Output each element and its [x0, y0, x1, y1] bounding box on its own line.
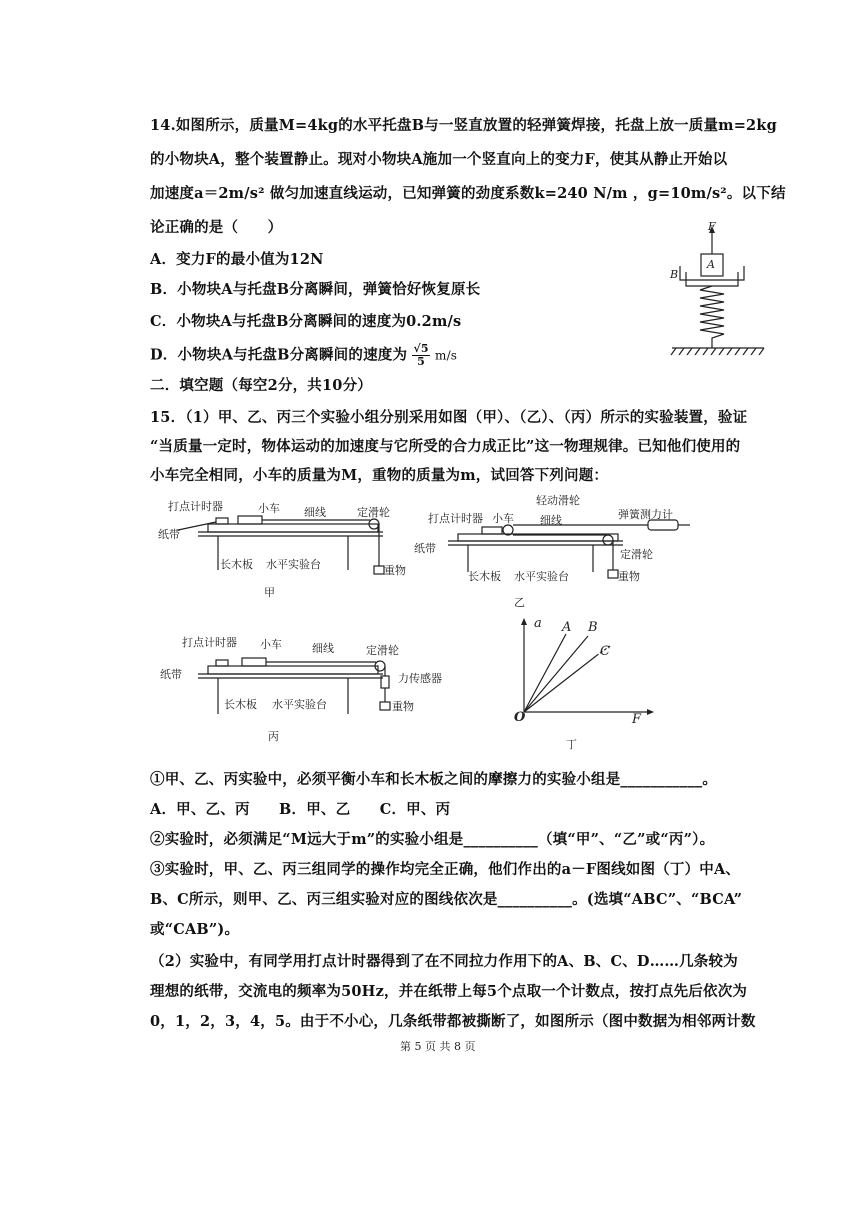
q15-line-3: 小车完全相同，小车的质量为M，重物的质量为m，试回答下列问题： — [150, 467, 609, 484]
bing-tape-label: 纸带 — [160, 668, 182, 681]
q14-option-c: C．小物块A与托盘B分离瞬间的速度为0.2m/s — [150, 313, 462, 330]
graph-origin-label: O — [514, 710, 526, 725]
q14-option-d-unit: m/s — [434, 348, 458, 363]
yi-spring-scale-label: 弹簧测力计 — [618, 508, 673, 521]
bing-timer-label: 打点计时器 — [182, 636, 237, 649]
bing-board-label: 长木板 — [224, 698, 257, 711]
force-label: F — [708, 220, 716, 233]
q14-option-a: A．变力F的最小值为12N — [150, 251, 324, 268]
bing-string-label: 细线 — [312, 642, 334, 655]
jia-timer-label: 打点计时器 — [168, 500, 223, 513]
q15-sub2: ②实验时，必须满足“M远大于m”的实验小组是__________（填“甲”、“乙”或“丙”）。 — [150, 831, 715, 848]
yi-cart-label: 小车 — [492, 512, 514, 525]
bing-pulley-label: 定滑轮 — [366, 644, 399, 657]
q14-option-d-text: D．小物块A与托盘B分离瞬间的速度为 — [150, 346, 408, 364]
yi-tape-label: 纸带 — [414, 542, 436, 555]
yi-weight-label: 重物 — [618, 570, 640, 583]
bing-table-label: 水平实验台 — [272, 698, 327, 711]
graph-y-axis-label: a — [534, 616, 542, 631]
q15-part2-line-2: 理想的纸带，交流电的频率为50Hz，并在纸带上每5个点取一个计数点，按打点先后依次为 — [150, 983, 748, 1000]
yi-timer-label: 打点计时器 — [428, 512, 483, 525]
q15-sub1: ①甲、乙、丙实验中，必须平衡小车和长木板之间的摩擦力的实验小组是___________。 — [150, 771, 718, 788]
q15-line-1: 15．（1）甲、乙、丙三个实验小组分别采用如图（甲）、（乙）、（丙）所示的实验装置，验证 — [150, 409, 748, 426]
bing-caption: 丙 — [268, 730, 279, 743]
jia-board-label: 长木板 — [220, 558, 253, 571]
page-footer: 第 5 页 共 8 页 — [400, 1040, 476, 1053]
bing-cart-label: 小车 — [260, 638, 282, 651]
yi-board-label: 长木板 — [468, 570, 501, 583]
yi-string-label: 细线 — [540, 514, 562, 527]
q14-line-1: 14.如图所示，质量M=4kg的水平托盘B与一竖直放置的轻弹簧焊接，托盘上放一质量m=2kg — [150, 117, 777, 134]
fraction-numerator: √5 — [413, 342, 429, 355]
ding-caption: 丁 — [566, 738, 577, 751]
yi-light-pulley-label: 轻动滑轮 — [536, 494, 580, 507]
yi-table-label: 水平实验台 — [514, 570, 569, 583]
jia-cart-label: 小车 — [258, 502, 280, 515]
bing-sensor-label: 力传感器 — [398, 672, 442, 685]
jia-weight-label: 重物 — [384, 564, 406, 577]
bing-weight-label: 重物 — [392, 700, 414, 713]
graph-line-b-label: B — [588, 620, 598, 635]
graph-line-c-label: C — [600, 644, 610, 659]
yi-fixed-pulley-label: 定滑轮 — [620, 548, 653, 561]
q14-option-d — [150, 343, 457, 368]
jia-pulley-label: 定滑轮 — [357, 506, 390, 519]
q15-part2-line-3: 0，1，2，3，4，5。由于不小心，几条纸带都被撕断了，如图所示（图中数据为相邻两计数 — [150, 1013, 756, 1030]
tray-label: B — [670, 268, 679, 281]
fraction-denominator: 5 — [417, 355, 426, 368]
yi-caption: 乙 — [514, 596, 525, 609]
jia-table-label: 水平实验台 — [266, 558, 321, 571]
graph-line-a — [524, 634, 566, 712]
graph-line-a-label: A — [562, 620, 572, 635]
q15-line-2: “当质量一定时，物体运动的加速度与它所受的合力成正比”这一物理规律。已知他们使用的 — [150, 438, 741, 455]
block-label: A — [707, 258, 715, 271]
q15-sub3-line-2: B、C所示，则甲、乙、丙三组实验对应的图线依次是__________。(选填“ABC”、“BCA” — [150, 891, 743, 908]
jia-tape-label: 纸带 — [158, 528, 180, 541]
graph-line-c — [524, 656, 596, 712]
q14-line-3: 加速度a＝2m/s² 做匀加速直线运动，已知弹簧的劲度系数k=240 N/m ，g=10m/s²。以下结 — [150, 185, 786, 202]
q14-option-b: B．小物块A与托盘B分离瞬间，弹簧恰好恢复原长 — [150, 281, 481, 298]
q14-line-2: 的小物块A，整个装置静止。现对小物块A施加一个竖直向上的变力F，使其从静止开始以 — [150, 151, 728, 168]
graph-x-axis-label: F — [632, 712, 642, 727]
q15-sub1-options: A．甲、乙、丙 B．甲、乙 C．甲、丙 — [150, 801, 451, 818]
graph-line-b — [524, 636, 588, 712]
jia-caption: 甲 — [264, 586, 275, 599]
q15-sub3-line-1: ③实验时，甲、乙、丙三组同学的操作均完全正确，他们作出的a－F图线如图（丁）中A、 — [150, 861, 741, 878]
q15-part2-line-1: （2）实验中，有同学用打点计时器得到了在不同拉力作用下的A、B、C、D……几条较为 — [150, 953, 738, 970]
q15-sub3-line-3: 或“CAB”)。 — [150, 921, 240, 938]
q14-line-4: 论正确的是（ ） — [150, 219, 283, 236]
q14-option-d-fraction — [412, 343, 429, 368]
jia-string-label: 细线 — [304, 506, 326, 519]
section2-title: 二．填空题（每空2分，共10分） — [150, 377, 372, 394]
